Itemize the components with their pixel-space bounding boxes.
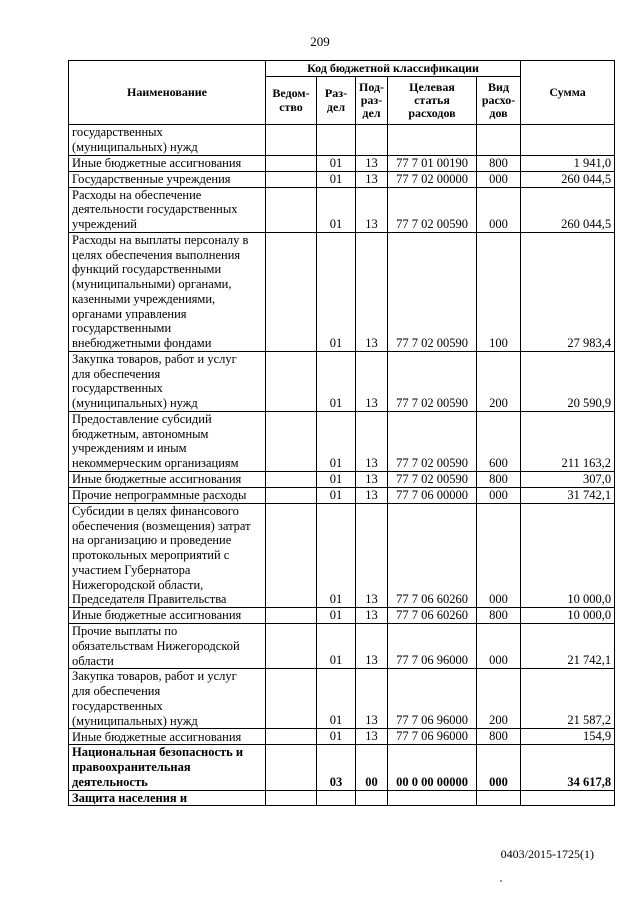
row-section-cell: 01 xyxy=(317,503,356,607)
row-department-cell xyxy=(266,171,317,187)
row-name-cell: Прочие выплаты по обязательствам Нижегородской области xyxy=(69,624,266,669)
row-department-cell xyxy=(266,155,317,171)
row-subsection-cell: 13 xyxy=(356,487,388,503)
row-name-cell: Закупка товаров, работ и услуг для обеспечения государственных (муниципальных) нужд xyxy=(69,351,266,411)
row-sum-cell: 260 044,5 xyxy=(521,171,615,187)
row-section-cell: 01 xyxy=(317,411,356,471)
row-target-article-cell: 77 7 01 00190 xyxy=(388,155,477,171)
row-subsection-cell: 13 xyxy=(356,624,388,669)
row-sum-cell: 20 590,9 xyxy=(521,351,615,411)
row-target-article-cell: 77 7 06 60260 xyxy=(388,503,477,607)
row-target-article-cell xyxy=(388,790,477,806)
row-section-cell xyxy=(317,125,356,156)
header-name: Наименование xyxy=(69,61,266,125)
row-target-article-cell xyxy=(388,125,477,156)
table-row xyxy=(69,471,615,487)
table-row xyxy=(69,351,615,411)
row-section-cell: 01 xyxy=(317,624,356,669)
row-name-cell: Прочие непрограммные расходы xyxy=(69,487,266,503)
row-name-cell: Иные бюджетные ассигнования xyxy=(69,729,266,745)
row-sum-cell: 260 044,5 xyxy=(521,187,615,232)
row-sum-cell: 307,0 xyxy=(521,471,615,487)
table-row xyxy=(69,624,615,669)
row-name-cell: Иные бюджетные ассигнования xyxy=(69,471,266,487)
row-target-article-cell: 77 7 06 96000 xyxy=(388,669,477,729)
row-department-cell xyxy=(266,624,317,669)
table-row xyxy=(69,125,615,156)
row-target-article-cell: 77 7 02 00000 xyxy=(388,171,477,187)
row-subsection-cell: 00 xyxy=(356,745,388,790)
header-classification-group: Код бюджетной классификации xyxy=(266,61,521,77)
row-subsection-cell: 13 xyxy=(356,669,388,729)
row-expense-type-cell: 000 xyxy=(477,487,521,503)
row-subsection-cell: 13 xyxy=(356,471,388,487)
row-name-cell: Иные бюджетные ассигнования xyxy=(69,155,266,171)
row-sum-cell xyxy=(521,790,615,806)
row-sum-cell: 21 587,2 xyxy=(521,669,615,729)
row-sum-cell: 154,9 xyxy=(521,729,615,745)
table-row xyxy=(69,745,615,790)
table-body xyxy=(69,125,615,806)
table-row xyxy=(69,171,615,187)
row-target-article-cell: 77 7 06 96000 xyxy=(388,624,477,669)
row-sum-cell: 27 983,4 xyxy=(521,232,615,351)
row-section-cell: 01 xyxy=(317,155,356,171)
row-expense-type-cell: 000 xyxy=(477,171,521,187)
row-name-cell: Расходы на обеспечение деятельности государственных учреждений xyxy=(69,187,266,232)
row-department-cell xyxy=(266,351,317,411)
row-subsection-cell xyxy=(356,790,388,806)
row-expense-type-cell: 000 xyxy=(477,503,521,607)
row-subsection-cell: 13 xyxy=(356,187,388,232)
row-sum-cell: 10 000,0 xyxy=(521,608,615,624)
row-name-cell: Закупка товаров, работ и услуг для обеспечения государственных (муниципальных) нужд xyxy=(69,669,266,729)
budget-table xyxy=(68,60,615,806)
row-subsection-cell: 13 xyxy=(356,411,388,471)
table-row xyxy=(69,487,615,503)
row-subsection-cell: 13 xyxy=(356,608,388,624)
row-expense-type-cell: 200 xyxy=(477,351,521,411)
row-section-cell: 01 xyxy=(317,608,356,624)
row-expense-type-cell: 000 xyxy=(477,187,521,232)
row-expense-type-cell: 800 xyxy=(477,155,521,171)
table-row xyxy=(69,729,615,745)
row-department-cell xyxy=(266,669,317,729)
row-section-cell: 01 xyxy=(317,729,356,745)
row-target-article-cell: 77 7 06 00000 xyxy=(388,487,477,503)
row-section-cell: 03 xyxy=(317,745,356,790)
row-sum-cell: 211 163,2 xyxy=(521,411,615,471)
row-expense-type-cell: 200 xyxy=(477,669,521,729)
header-section: Раз- дел xyxy=(317,77,356,125)
table-row xyxy=(69,187,615,232)
row-department-cell xyxy=(266,729,317,745)
row-section-cell: 01 xyxy=(317,187,356,232)
row-target-article-cell: 77 7 02 00590 xyxy=(388,232,477,351)
row-section-cell: 01 xyxy=(317,351,356,411)
row-name-cell: Субсидии в целях финансового обеспечения (возмещения) затрат на организацию и проведение протокольных мероприятий с участием Губернатора Нижегородской области, Председателя Правительства xyxy=(69,503,266,607)
table-row xyxy=(69,411,615,471)
row-section-cell: 01 xyxy=(317,232,356,351)
header-sum: Сумма xyxy=(521,61,615,125)
row-department-cell xyxy=(266,411,317,471)
header-target-article: Целевая статья расходов xyxy=(388,77,477,125)
row-expense-type-cell: 100 xyxy=(477,232,521,351)
row-name-cell: Защита населения и xyxy=(69,790,266,806)
row-sum-cell: 21 742,1 xyxy=(521,624,615,669)
page-number: 209 xyxy=(310,34,330,49)
row-name-cell: Предоставление субсидий бюджетным, автономным учреждениям и иным некоммерческим организациям xyxy=(69,411,266,471)
row-subsection-cell xyxy=(356,125,388,156)
row-expense-type-cell: 600 xyxy=(477,411,521,471)
table-row xyxy=(69,503,615,607)
row-target-article-cell: 00 0 00 00000 xyxy=(388,745,477,790)
row-section-cell xyxy=(317,790,356,806)
row-expense-type-cell: 800 xyxy=(477,729,521,745)
row-department-cell xyxy=(266,125,317,156)
row-name-cell: Государственные учреждения xyxy=(69,171,266,187)
row-expense-type-cell: 800 xyxy=(477,471,521,487)
row-expense-type-cell xyxy=(477,125,521,156)
row-target-article-cell: 77 7 06 96000 xyxy=(388,729,477,745)
row-department-cell xyxy=(266,503,317,607)
row-department-cell xyxy=(266,745,317,790)
row-department-cell xyxy=(266,232,317,351)
row-department-cell xyxy=(266,487,317,503)
row-subsection-cell: 13 xyxy=(356,351,388,411)
row-subsection-cell: 13 xyxy=(356,503,388,607)
row-subsection-cell: 13 xyxy=(356,232,388,351)
row-sum-cell: 31 742,1 xyxy=(521,487,615,503)
row-sum-cell xyxy=(521,125,615,156)
table-row xyxy=(69,232,615,351)
header-department: Ведом- ство xyxy=(266,77,317,125)
row-department-cell xyxy=(266,608,317,624)
header-expense-type: Вид расхо- дов xyxy=(477,77,521,125)
row-section-cell: 01 xyxy=(317,471,356,487)
row-target-article-cell: 77 7 02 00590 xyxy=(388,187,477,232)
row-sum-cell: 1 941,0 xyxy=(521,155,615,171)
row-subsection-cell: 13 xyxy=(356,171,388,187)
table-row xyxy=(69,608,615,624)
row-target-article-cell: 77 7 06 60260 xyxy=(388,608,477,624)
row-section-cell: 01 xyxy=(317,669,356,729)
document-code: 0403/2015-1725(1) xyxy=(500,847,594,861)
header-subsection: Под- раз- дел xyxy=(356,77,388,125)
row-expense-type-cell: 000 xyxy=(477,624,521,669)
table-row xyxy=(69,790,615,806)
row-expense-type-cell xyxy=(477,790,521,806)
row-department-cell xyxy=(266,471,317,487)
row-department-cell xyxy=(266,790,317,806)
row-expense-type-cell: 000 xyxy=(477,745,521,790)
row-section-cell: 01 xyxy=(317,487,356,503)
row-name-cell: Иные бюджетные ассигнования xyxy=(69,608,266,624)
row-sum-cell: 34 617,8 xyxy=(521,745,615,790)
row-target-article-cell: 77 7 02 00590 xyxy=(388,351,477,411)
scan-speck xyxy=(500,880,502,882)
row-name-cell: государственных (муниципальных) нужд xyxy=(69,125,266,156)
row-subsection-cell: 13 xyxy=(356,729,388,745)
row-name-cell: Расходы на выплаты персоналу в целях обеспечения выполнения функций государственными (муниципальными) органами, казенными учреждениями, органами управления государственными внебюджетными фондами xyxy=(69,232,266,351)
row-department-cell xyxy=(266,187,317,232)
row-section-cell: 01 xyxy=(317,171,356,187)
table-row xyxy=(69,155,615,171)
row-sum-cell: 10 000,0 xyxy=(521,503,615,607)
row-target-article-cell: 77 7 02 00590 xyxy=(388,411,477,471)
row-target-article-cell: 77 7 02 00590 xyxy=(388,471,477,487)
row-expense-type-cell: 800 xyxy=(477,608,521,624)
table-row xyxy=(69,669,615,729)
row-name-cell: Национальная безопасность и правоохранительная деятельность xyxy=(69,745,266,790)
row-subsection-cell: 13 xyxy=(356,155,388,171)
